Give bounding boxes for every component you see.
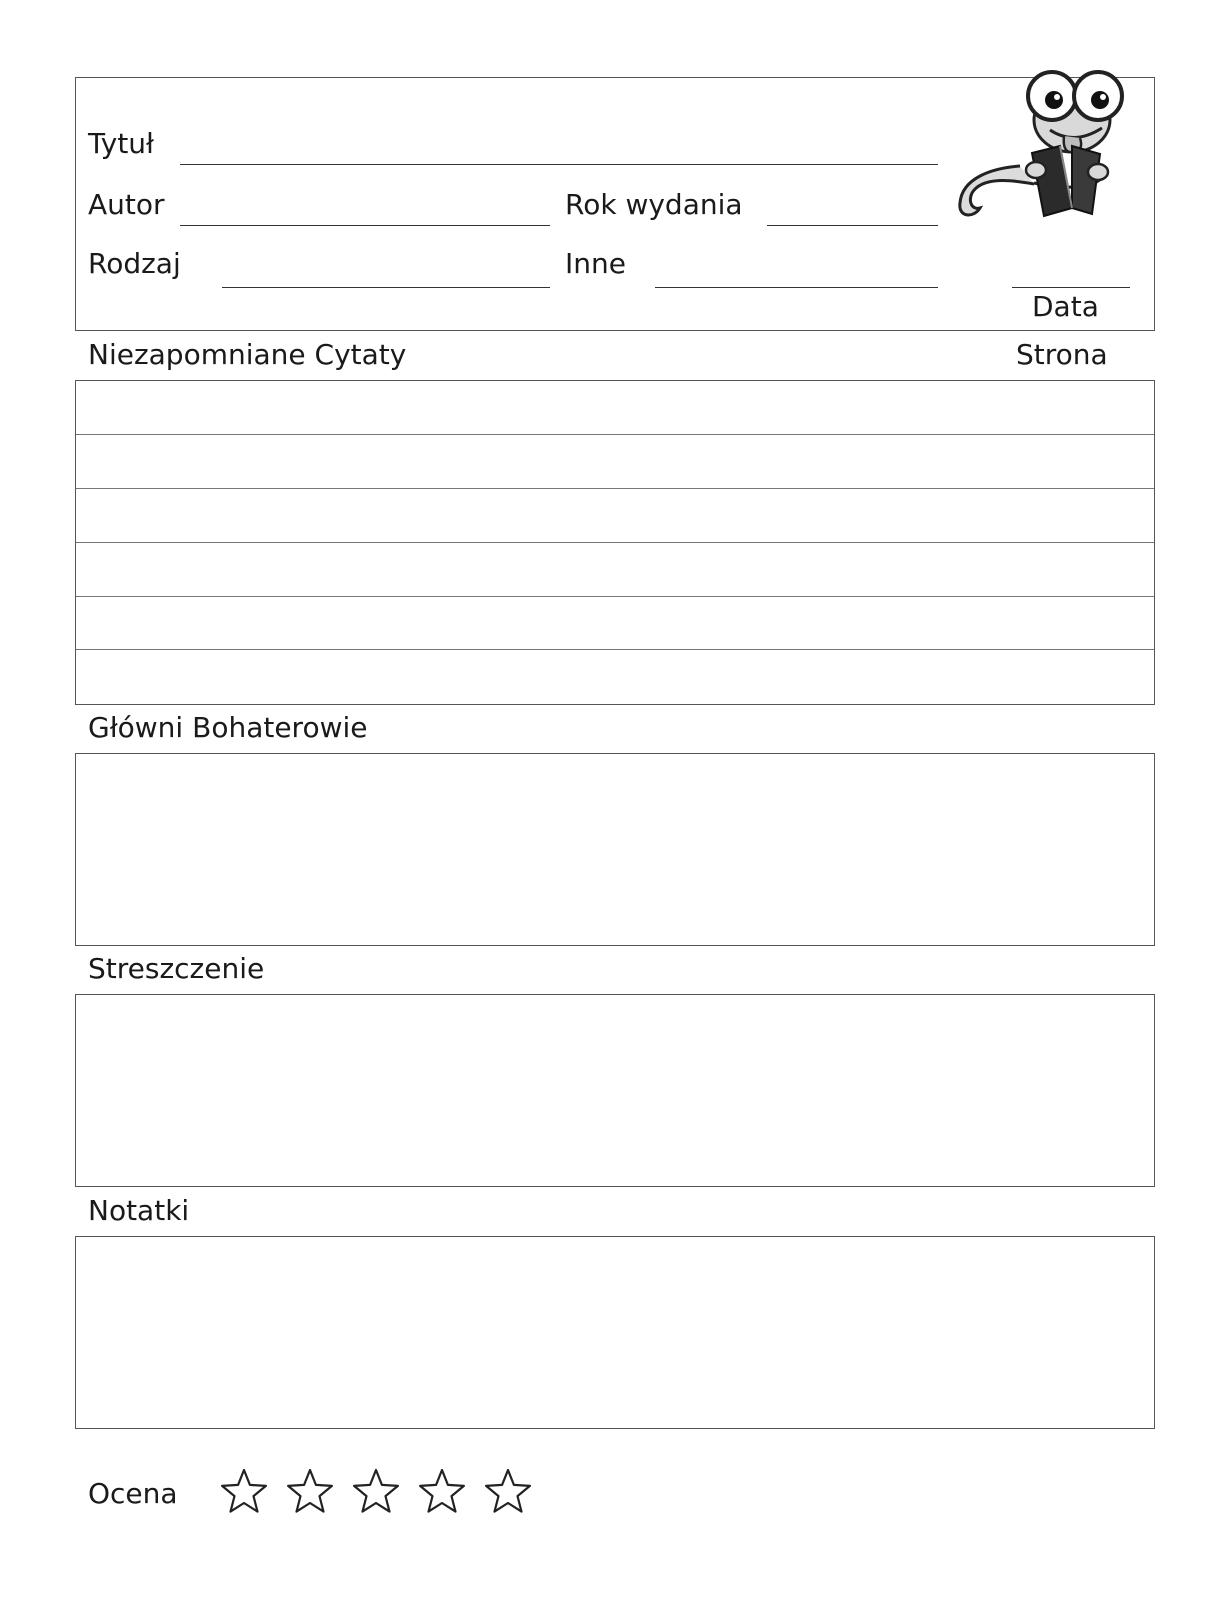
author-field[interactable]: [180, 225, 550, 226]
star-outline-icon[interactable]: [416, 1466, 468, 1518]
bookworm-reading-icon: [952, 58, 1142, 238]
quote-row-divider: [76, 649, 1154, 650]
rating-label: Ocena: [88, 1477, 178, 1510]
quotes-table: [75, 380, 1155, 705]
other-field[interactable]: [655, 287, 938, 288]
quote-row-divider: [76, 434, 1154, 435]
characters-heading: Główni Bohaterowie: [88, 711, 368, 744]
quote-row-divider: [76, 596, 1154, 597]
star-outline-icon[interactable]: [218, 1466, 270, 1518]
other-label: Inne: [565, 247, 626, 280]
date-label: Data: [1032, 290, 1099, 323]
year-field[interactable]: [767, 225, 938, 226]
notes-field[interactable]: [75, 1236, 1155, 1429]
star-outline-icon[interactable]: [284, 1466, 336, 1518]
author-label: Autor: [88, 188, 165, 221]
year-label: Rok wydania: [565, 188, 743, 221]
title-label: Tytuł: [88, 127, 154, 160]
summary-field[interactable]: [75, 994, 1155, 1187]
genre-field[interactable]: [222, 287, 550, 288]
page-heading: Strona: [1016, 338, 1108, 371]
genre-label: Rodzaj: [88, 247, 181, 280]
notes-heading: Notatki: [88, 1194, 190, 1227]
date-field[interactable]: [1012, 287, 1130, 288]
quote-row-divider: [76, 542, 1154, 543]
title-field[interactable]: [180, 164, 938, 165]
star-outline-icon[interactable]: [350, 1466, 402, 1518]
characters-field[interactable]: [75, 753, 1155, 946]
summary-heading: Streszczenie: [88, 952, 265, 985]
quote-row-divider: [76, 488, 1154, 489]
star-outline-icon[interactable]: [482, 1466, 534, 1518]
quotes-heading: Niezapomniane Cytaty: [88, 338, 407, 371]
